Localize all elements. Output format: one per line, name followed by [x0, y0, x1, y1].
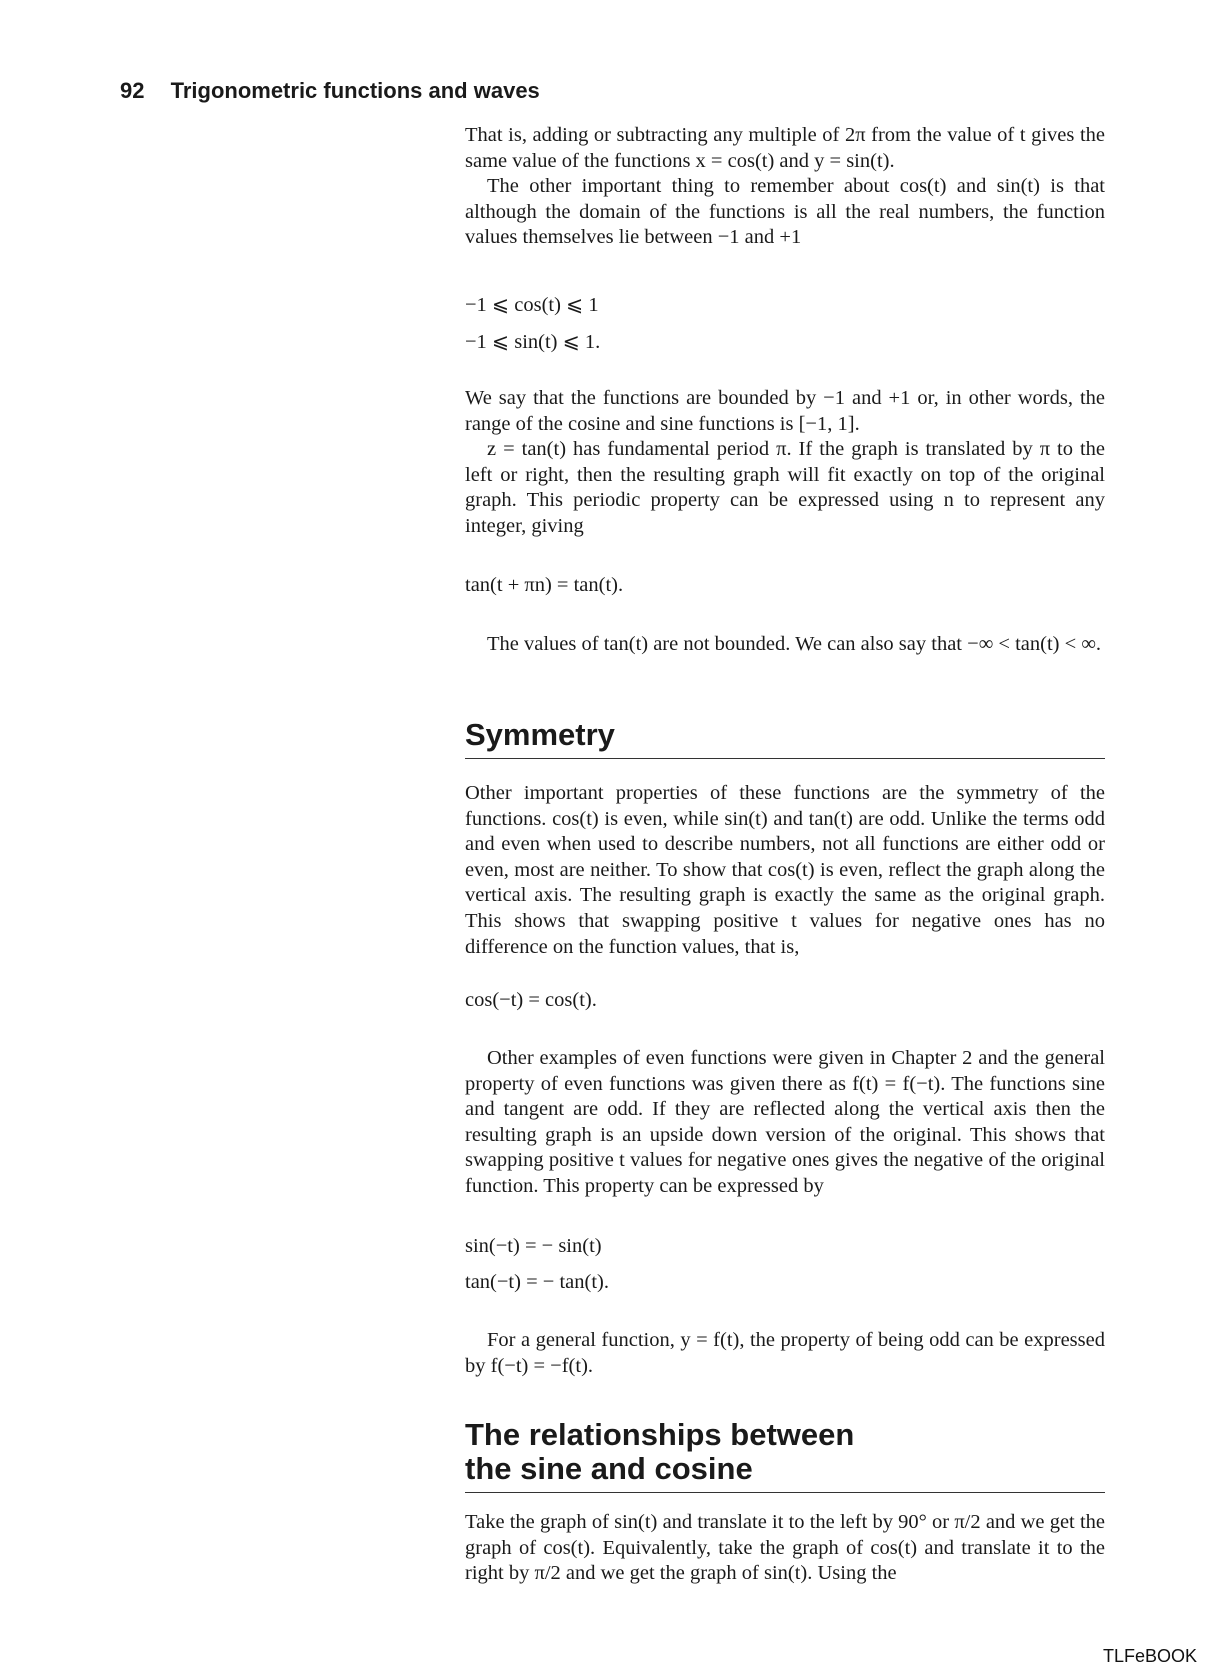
equation-bound-cos: −1 ⩽ cos(t) ⩽ 1 — [465, 294, 599, 316]
paragraph: The other important thing to remember about cos(t) and sin(t) is that although the domain of the functions is all the real numbers, the function values themselves lie between −1 and +1 — [465, 175, 1105, 249]
paragraph: For a general function, y = f(t), the property of being odd can be expressed by f(−t) = −f(t). — [465, 1329, 1105, 1377]
heading-line: the sine and cosine — [465, 1451, 753, 1486]
paragraph-block-7 — [465, 1510, 1105, 1587]
paragraph-block-4 — [465, 781, 1105, 960]
heading-line: The relationships between — [465, 1417, 855, 1452]
paragraph-block-5 — [465, 1046, 1105, 1200]
section-heading-relationships — [465, 1418, 1105, 1493]
paragraph: Other examples of even functions were given in Chapter 2 and the general property of even functions was given there as f(t) = f(−t). The functions sine and tangent are odd. If they are reflected along the vertical axis then the resulting graph is an upside down version of the original. This shows that swapping positive t values for negative ones gives the negative of the original function. This property can be expressed by — [465, 1047, 1105, 1197]
paragraph: The values of tan(t) are not bounded. We can also say that −∞ < tan(t) < ∞. — [487, 633, 1102, 655]
section-heading-symmetry — [465, 718, 1105, 759]
paragraph: z = tan(t) has fundamental period π. If the graph is translated by π to the left or right, then the resulting graph will fit exactly on top of the original graph. This periodic property can be expressed using n to represent any integer, giving — [465, 438, 1105, 537]
paragraph-block-6 — [465, 1328, 1105, 1379]
paragraph: We say that the functions are bounded by −1 and +1 or, in other words, the range of the cosine and sine functions is [−1, 1]. — [465, 387, 1105, 435]
chapter-title: Trigonometric functions and waves — [170, 78, 540, 103]
watermark: TLFeBOOK — [1102, 1646, 1197, 1666]
paragraph-block-1 — [465, 123, 1105, 251]
heading-text: Symmetry — [465, 717, 615, 752]
paragraph-block-2 — [465, 386, 1105, 540]
running-head — [120, 78, 540, 104]
paragraph-block-3 — [465, 632, 1105, 658]
page-number: 92 — [120, 78, 145, 103]
equation-bound-sin: −1 ⩽ sin(t) ⩽ 1. — [465, 331, 601, 353]
equation-sin-odd: sin(−t) = − sin(t) — [465, 1235, 602, 1257]
equation-tan-odd: tan(−t) = − tan(t). — [465, 1271, 609, 1293]
paragraph: That is, adding or subtracting any multiple of 2π from the value of t gives the same value of the functions x = cos(t) and y = sin(t). — [465, 124, 1105, 172]
paragraph: Take the graph of sin(t) and translate it to the left by 90° or π/2 and we get the graph of cos(t). Equivalently, take the graph of cos(t) and translate it to the right by π/2 and we get the graph of sin(t). Using the — [465, 1511, 1105, 1585]
paragraph: Other important properties of these functions are the symmetry of the functions. cos(t) is even, while sin(t) and tan(t) are odd. Unlike the terms odd and even when used to describe numbers, not all functions are either odd or even, most are neither. To show that cos(t) is even, reflect the graph along the vertical axis. The resulting graph is exactly the same as the original graph. This shows that swapping positive t values for negative ones has no difference on the function values, that is, — [465, 782, 1105, 958]
equation-tan-period: tan(t + πn) = tan(t). — [465, 574, 624, 596]
equation-cos-even: cos(−t) = cos(t). — [465, 989, 597, 1011]
